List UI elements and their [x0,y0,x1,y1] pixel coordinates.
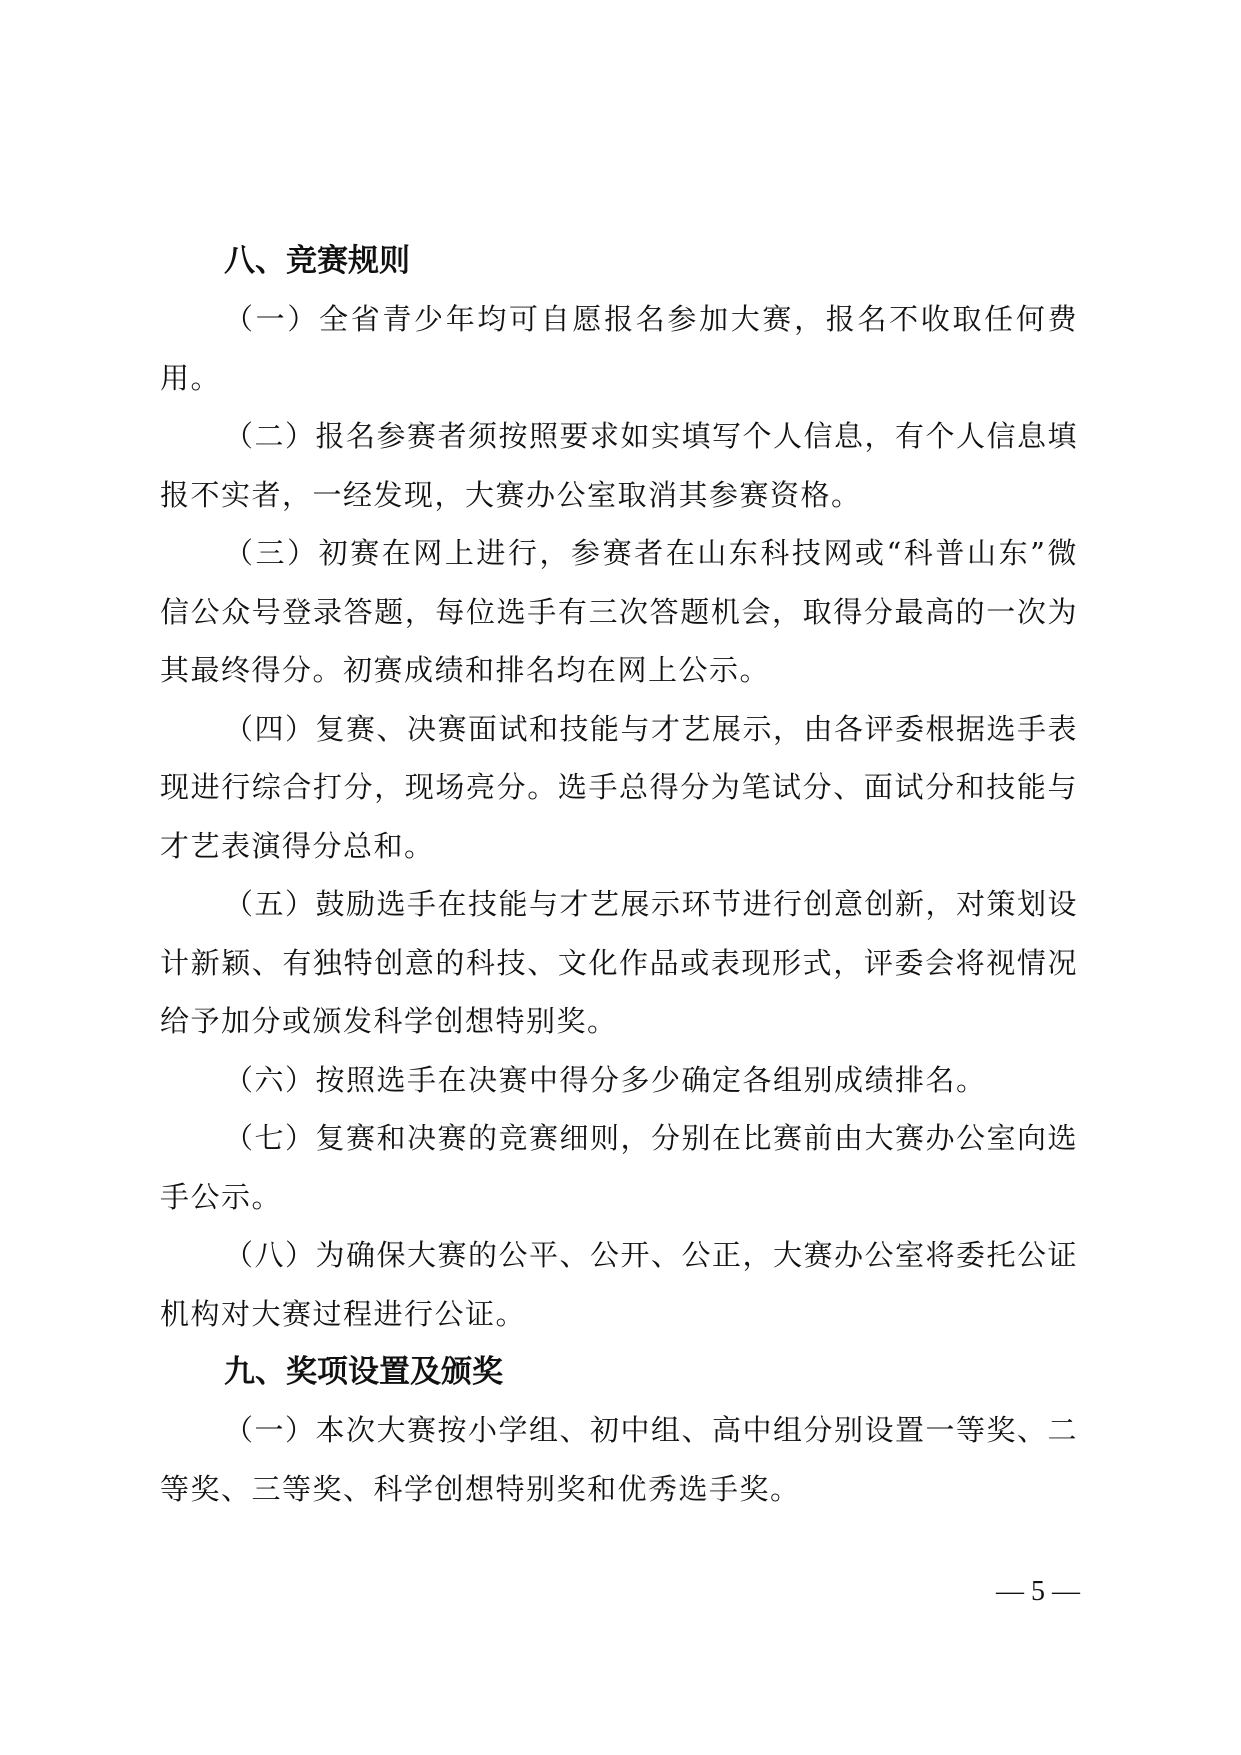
document-body [160,232,1078,1518]
section-heading-rules: 八、竞赛规则 [224,243,410,279]
rules-paragraph-2: （二）报名参赛者须按照要求如实填写个人信息，有个人信息填报不实者，一经发现，大赛办公室取消其参赛资格。 [160,419,1079,512]
rules-paragraph-7: （七）复赛和决赛的竞赛细则，分别在比赛前由大赛办公室向选手公示。 [160,1121,1079,1214]
page-number: — 5 — [996,1576,1080,1607]
rules-paragraph-5: （五）鼓励选手在技能与才艺展示环节进行创意创新，对策划设计新颖、有独特创意的科技、文化作品或表现形式，评委会将视情况给予加分或颁发科学创想特别奖。 [160,887,1079,1038]
rules-paragraph-4: （四）复赛、决赛面试和技能与才艺展示，由各评委根据选手表现进行综合打分，现场亮分。选手总得分为笔试分、面试分和技能与才艺表演得分总和。 [160,711,1079,863]
rules-paragraph-8: （八）为确保大赛的公平、公开、公正，大赛办公室将委托公证机构对大赛过程进行公证。 [160,1238,1079,1331]
rules-paragraph-1: （一）全省青少年均可自愿报名参加大赛，报名不收取任何费用。 [160,302,1078,395]
awards-paragraph-1: （一）本次大赛按小学组、初中组、高中组分别设置一等奖、二等奖、三等奖、科学创想特别奖和优秀选手奖。 [160,1413,1079,1506]
rules-paragraph-3: （三）初赛在网上进行，参赛者在山东科技网或“科普山东”微信公众号登录答题，每位选手有三次答题机会，取得分最高的一次为其最终得分。初赛成绩和排名均在网上公示。 [160,536,1078,687]
section-heading-awards: 九、奖项设置及颁奖 [224,1354,503,1390]
rules-paragraph-6: （六）按照选手在决赛中得分多少确定各组别成绩排名。 [224,1062,987,1097]
